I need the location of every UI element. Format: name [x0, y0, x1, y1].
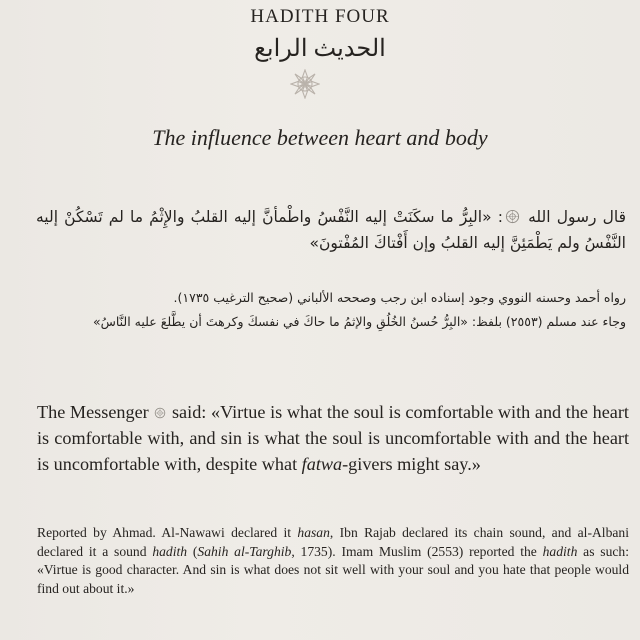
ref-text-c: ( — [187, 543, 198, 559]
english-reference — [37, 524, 629, 598]
arabic-reference-line-1: رواه أحمد وحسنه النووي وجود إسناده ابن رجب وصححه الألباني (صحيح الترغيب ١٧٣٥). — [173, 290, 626, 305]
english-quote-end: -givers might say.» — [342, 454, 481, 474]
floral-ornament-icon — [290, 69, 320, 99]
english-quote-prefix: The Messenger — [37, 402, 149, 422]
chapter-subtitle: The influence between heart and body — [152, 125, 488, 150]
arabic-hadith-text — [36, 204, 626, 256]
chapter-heading: HADITH FOUR — [250, 6, 390, 27]
ref-source-title: Sahih al-Targhib — [197, 543, 292, 559]
english-quote-term: fatwa — [301, 454, 343, 474]
arabic-quote-body: : «البِرُّ ما سكَنَتْ إليه النَّفْسُ واطْمأنَّ إليه القلبُ والإِثْمُ ما لم تَسْكُنْ إليه النَّفْسُ ولم يَطْمَئِنَّ إليه القلبُ وإن أَفْتاكَ المُفْتونَ» — [36, 208, 626, 252]
english-translation — [37, 399, 629, 477]
arabic-reference-line-2: وجاء عند مسلم (٢٥٥٣) بلفظ: «البِرُّ حُسنُ الخُلُقِ والإثمُ ما حاكَ في نفسكَ وكرهتَ أن يطَّلعَ عليه النَّاسُ» — [92, 314, 626, 329]
arabic-reference — [36, 286, 626, 334]
chapter-heading-arabic: الحديث الرابع — [254, 36, 386, 62]
arabic-quote-intro: قال رسول الله — [528, 208, 626, 226]
salawat-honorific-icon — [505, 209, 520, 224]
ref-text-b: , Ibn Rajab declared its chain sound, and al-Albani declared it a sound — [37, 525, 629, 559]
english-quote-said: said: «Virtue is what the soul is comfortable with and the heart is comfortable with, and sin is what the soul is uncomfortable with and the heart is uncomfortable with, despite what — [37, 402, 629, 474]
ref-term-hasan: hasan — [297, 525, 330, 540]
ref-text-a: Reported by Ahmad. Al-Nawawi declared it — [37, 525, 298, 540]
ref-text-e: as such: «Virtue is good character. And sin is what does not sit well with your soul and you hate that people would find out about it.» — [37, 543, 629, 596]
ref-term-hadith: hadith — [152, 543, 188, 559]
ref-term-hadith: hadith — [542, 543, 578, 559]
salawat-honorific-icon — [154, 407, 166, 419]
ref-text-d: , 1735). Imam Muslim (2553) reported the — [291, 543, 543, 559]
